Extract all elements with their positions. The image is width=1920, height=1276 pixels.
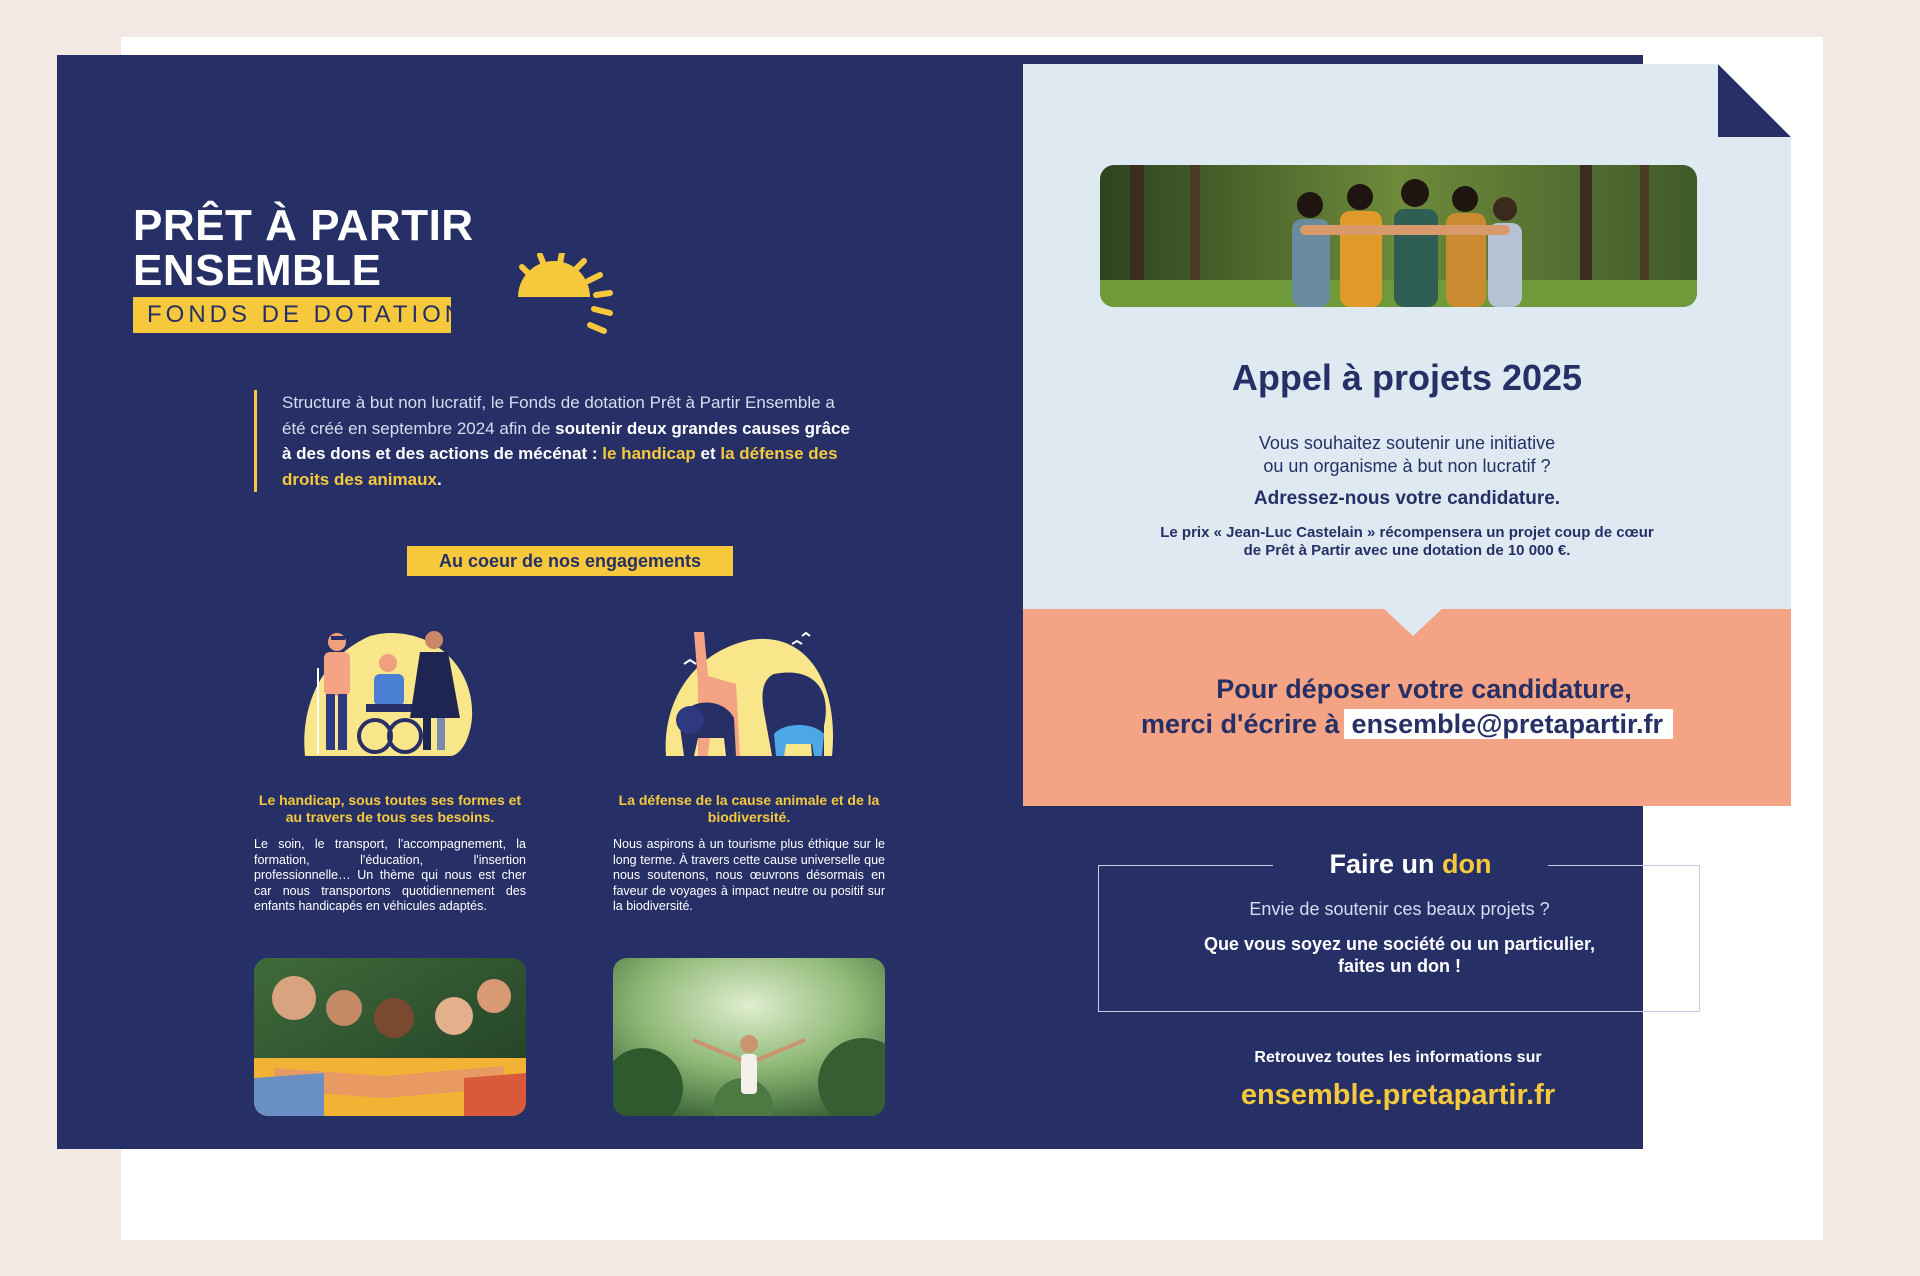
appel-title: Appel à projets 2025 <box>1231 357 1583 398</box>
intro-and: et <box>695 444 721 463</box>
intro-paragraph <box>254 390 852 492</box>
nature-freedom-photo <box>613 958 885 1116</box>
logo-title-line2: ENSEMBLE <box>133 246 382 295</box>
cause-handicap: le handicap <box>602 444 696 463</box>
don-cta-line2: faites un don ! <box>1338 956 1461 976</box>
cause-animaux: la défense des droits des animaux <box>282 444 838 489</box>
appel-prix-line2: de Prêt à Partir avec une dotation de 10 000 €. <box>1243 542 1571 559</box>
intro-end: . <box>436 469 442 489</box>
animals-illustration <box>664 626 836 758</box>
team-hands-photo <box>254 958 526 1116</box>
folded-corner-icon <box>1718 64 1791 137</box>
nature-freedom-image <box>613 958 885 1116</box>
appel-question <box>1023 432 1791 478</box>
animal-text: Nous aspirons à un tourisme plus éthique sur le long terme. À travers cette cause universelle que nous soutenons, nous œuvrons désormais en faveur de voyages à impact neutre ou positif sur la biodiversité. <box>613 837 885 913</box>
logo-title-line1: PRÊT À PARTIR <box>133 201 474 250</box>
don-question: Envie de soutenir ces beaux projets ? <box>1249 899 1550 919</box>
intro-text: Structure à but non lucratif, le Fonds de dotation Prêt à Partir Ensemble a été créé en septembre 2024 afin de <box>282 393 835 438</box>
group-hug-image <box>1100 165 1697 307</box>
intro-bold: soutenir deux grandes causes grâce à des dons et des actions de mécénat : <box>282 418 850 463</box>
handicap-illustration <box>300 628 478 758</box>
handicap-text: Le soin, le transport, l'accompagnement, la formation, l'éducation, l'insertion professionnelle… Un thème qui nous est cher car nous transportons quotidiennement des enfants handicapés en véhicules adaptés. <box>254 837 526 913</box>
appel-prix-line1: Le prix « Jean-Luc Castelain » récompensera un projet coup de cœur <box>1160 524 1654 541</box>
notch-shape <box>1383 608 1443 636</box>
don-title <box>1273 845 1548 883</box>
don-title-part2: don <box>1442 849 1492 879</box>
depot-line1: Pour déposer votre candidature, <box>1216 674 1632 704</box>
don-title-part1: Faire un <box>1329 849 1443 879</box>
don-cta-line1: Que vous soyez une société ou un particulier, <box>1203 934 1596 954</box>
depot-line2-wrap <box>1023 707 1791 742</box>
depot-text <box>1023 672 1791 742</box>
team-hands-image <box>254 958 526 1116</box>
handicap-title: Le handicap, sous toutes ses formes et au travers de tous ses besoins. <box>258 792 522 825</box>
engagements-badge: Au coeur de nos engagements <box>407 546 733 576</box>
appel-prix <box>1023 524 1791 560</box>
appel-question-line2: ou un organisme à but non lucratif ? <box>1263 456 1551 476</box>
group-hug-photo <box>1100 165 1697 307</box>
info-label: Retrouvez toutes les informations sur <box>1254 1049 1542 1066</box>
logo-subtitle: FONDS DE DOTATION <box>133 297 451 333</box>
email-link[interactable]: ensemble@pretapartir.fr <box>1344 709 1673 739</box>
animal-title: La défense de la cause animale et de la biodiversité. <box>618 792 880 825</box>
appel-cta: Adressez-nous votre candidature. <box>1253 488 1561 509</box>
sun-icon <box>510 253 622 335</box>
don-cta <box>1098 933 1701 977</box>
logo-title <box>133 203 474 293</box>
appel-question-line1: Vous souhaitez soutenir une initiative <box>1258 433 1556 453</box>
website-link[interactable]: ensemble.pretapartir.fr <box>1240 1079 1556 1111</box>
depot-line2: merci d'écrire à <box>1141 709 1340 739</box>
